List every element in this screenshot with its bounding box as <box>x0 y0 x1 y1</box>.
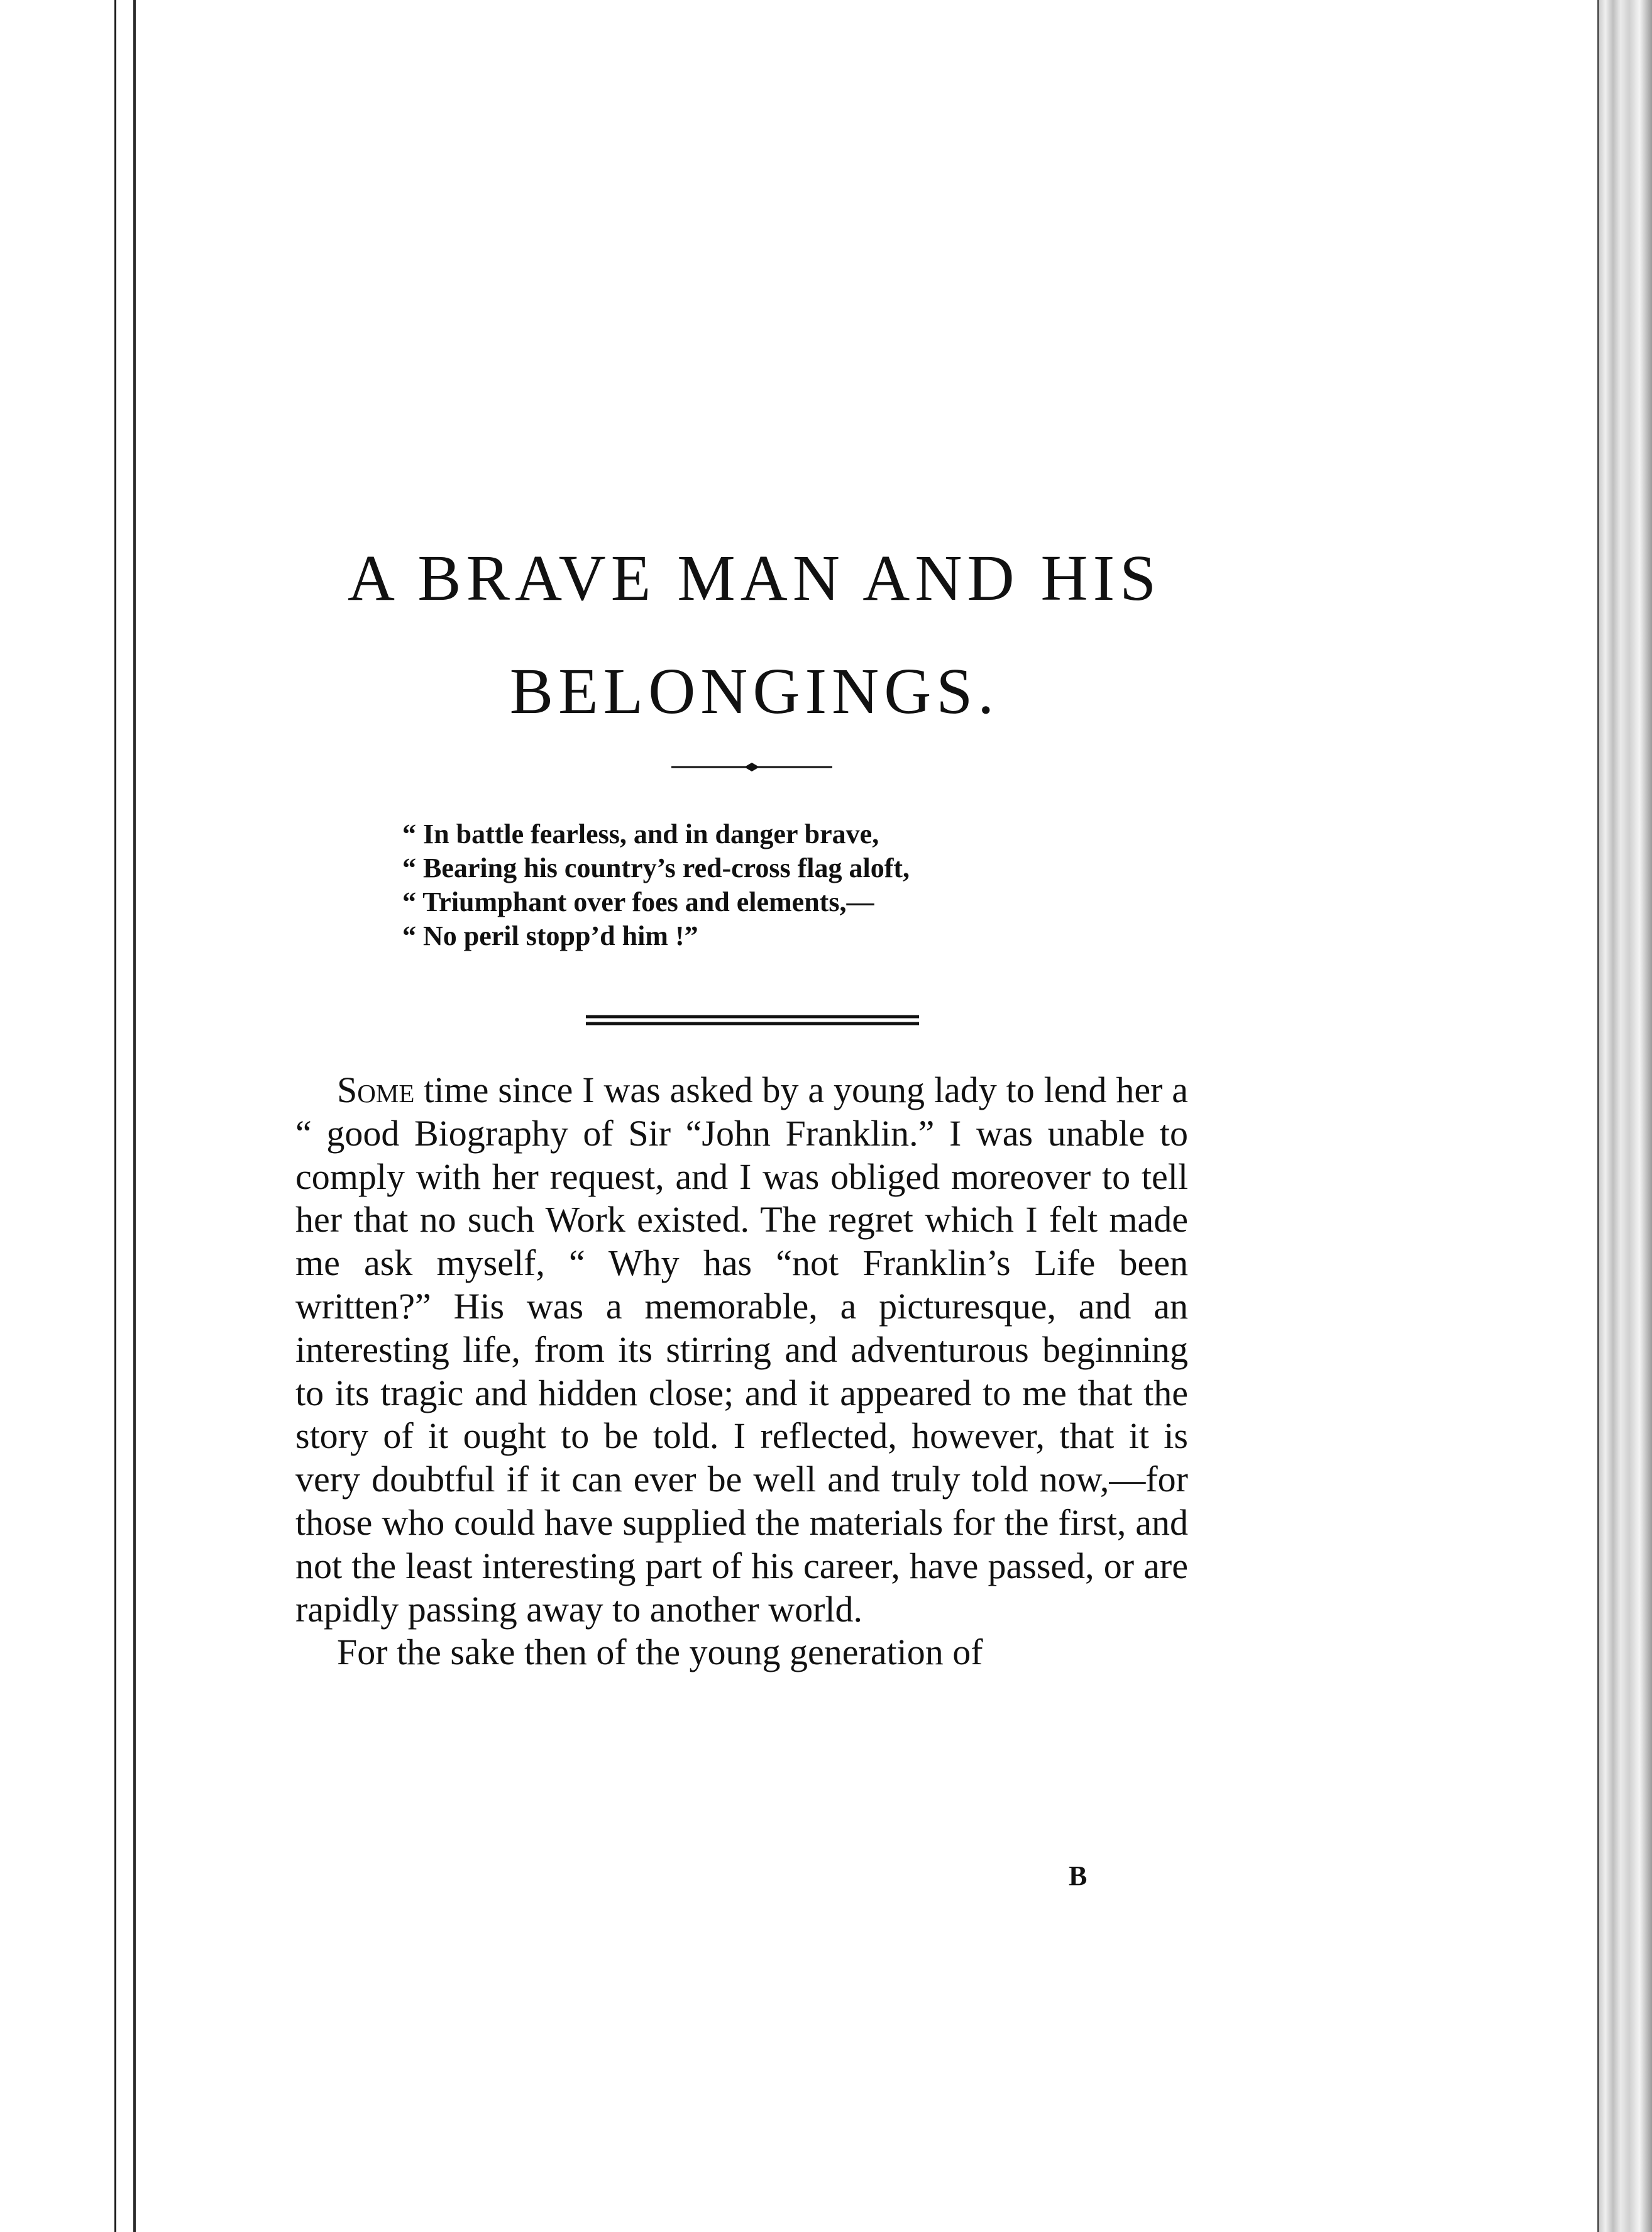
paragraph-text: time since I was asked by a young lady to lend her a “ good Biography of Sir “John Franklin.” I was unable to comply with her request, and I was obliged moreover to tell her that no such Work existed. The regret which I felt made me ask myself, “ Why has “not Franklin’s Life been written?” His was a memorable, a picturesque, and an interesting life, from its stirring and adventurous beginning to its tragic and hidden close; and it appeared to me that the story of it ought to be told. I reflected, however, that it is very doubtful if it can ever be well and truly told now,—for those who could have supplied the materials for the first, and not the least interesting part of his career, have passed, or are rapidly passing away to another world. <box>295 1069 1189 1630</box>
book-page-edges <box>1599 0 1652 2232</box>
epigraph-line: “ No peril stopp’d him !” <box>402 920 698 951</box>
title-ornament-rule <box>671 761 832 773</box>
gutter-edge-line <box>114 0 116 2232</box>
epigraph <box>402 817 1094 953</box>
section-double-rule <box>586 1014 919 1027</box>
chapter-title-line-2: BELONGINGS. <box>509 655 999 727</box>
body-text <box>295 1069 1188 1674</box>
signature-mark: B <box>1069 1860 1088 1891</box>
paragraph-2: For the sake then of the young generation of <box>337 1632 983 1673</box>
epigraph-line: “ In battle fearless, and in danger brave, <box>402 819 879 849</box>
page-left-margin <box>0 0 38 2232</box>
epigraph-line: “ Bearing his country’s red-cross flag aloft, <box>402 853 910 883</box>
epigraph-line: “ Triumphant over foes and elements,— <box>402 887 874 917</box>
paragraph-1 <box>295 1069 1188 1631</box>
gutter-edge-line <box>133 0 136 2232</box>
chapter-title-line-1: A BRAVE MAN AND HIS <box>347 542 1162 614</box>
paragraph-lead-word: Some <box>337 1069 415 1110</box>
